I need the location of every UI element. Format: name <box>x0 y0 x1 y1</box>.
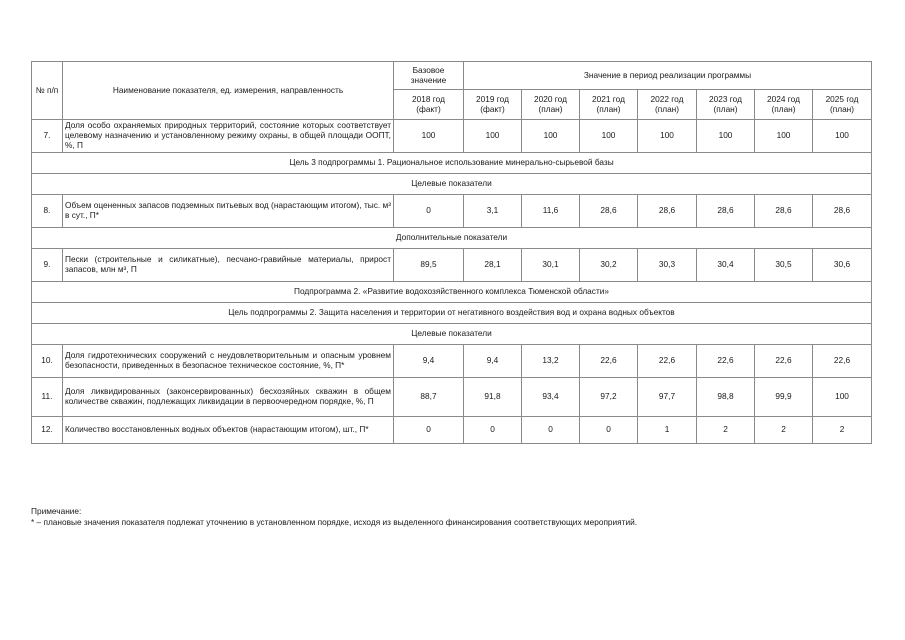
row-value: 93,4 <box>522 378 580 417</box>
row-value: 88,7 <box>394 378 464 417</box>
header-year-label: 2024 год <box>767 93 800 104</box>
row-num: 11. <box>32 378 63 417</box>
row-value: 2 <box>697 417 755 444</box>
row-value: 30,4 <box>697 249 755 282</box>
table-row <box>32 249 872 282</box>
row-value: 30,1 <box>522 249 580 282</box>
row-value: 22,6 <box>580 345 638 378</box>
header-year-label: 2022 год <box>650 93 684 104</box>
header-year-type: (план) <box>771 103 796 114</box>
table-row <box>32 378 872 417</box>
header-year-label: 2018 год <box>412 93 445 104</box>
table-row <box>32 417 872 444</box>
row-value: 100 <box>522 120 580 153</box>
subsection-title: Целевые показатели <box>32 324 872 345</box>
header-year <box>697 90 755 120</box>
row-value: 100 <box>638 120 697 153</box>
table-row <box>32 120 872 153</box>
row-num: 12. <box>32 417 63 444</box>
header-base-value: Базовое значение <box>394 62 464 90</box>
row-value: 22,6 <box>813 345 872 378</box>
header-year-type: (план) <box>654 103 680 114</box>
section-row <box>32 303 872 324</box>
header-year-label: 2020 год <box>534 93 567 104</box>
subsection-row <box>32 324 872 345</box>
row-value: 28,6 <box>755 195 813 228</box>
footnote-text: * – плановые значения показателя подлежат уточнению в установленном порядке, исходя из выделенного финансирования соответствующих мероприятий. <box>31 516 638 527</box>
header-year-type: (факт) <box>480 103 505 114</box>
header-year-type: (факт) <box>416 103 441 114</box>
row-value: 0 <box>464 417 522 444</box>
table-row <box>32 195 872 228</box>
row-value: 28,6 <box>697 195 755 228</box>
header-year-type: (план) <box>829 103 855 114</box>
header-year <box>580 90 638 120</box>
indicators-table <box>31 61 872 444</box>
subsection-row <box>32 228 872 249</box>
header-year <box>813 90 872 120</box>
header-year <box>394 90 464 120</box>
row-value: 100 <box>464 120 522 153</box>
row-value: 1 <box>638 417 697 444</box>
row-value: 100 <box>394 120 464 153</box>
row-value: 30,2 <box>580 249 638 282</box>
row-value: 99,9 <box>755 378 813 417</box>
row-value: 100 <box>813 378 872 417</box>
row-value: 3,1 <box>464 195 522 228</box>
header-year-label: 2021 год <box>592 93 625 104</box>
table-row <box>32 345 872 378</box>
header-year <box>464 90 522 120</box>
row-value: 0 <box>394 195 464 228</box>
row-indicator-name: Доля особо охраняемых природных территорий, состояние которых соответствует целевому назначению и установленному режиму охраны, в общей площади ООПТ, %, П <box>63 120 394 153</box>
row-indicator-name: Пески (строительные и силикатные), песчано-гравийные материалы, прирост запасов, млн м³, П <box>63 249 394 282</box>
row-value: 9,4 <box>464 345 522 378</box>
row-value: 28,6 <box>638 195 697 228</box>
header-year-label: 2019 год <box>476 93 509 104</box>
row-indicator-name: Количество восстановленных водных объектов (нарастающим итогом), шт., П* <box>63 417 394 444</box>
section-row <box>32 282 872 303</box>
row-indicator-name: Объем оцененных запасов подземных питьевых вод (нарастающим итогом), тыс. м³ в сут., П* <box>63 195 394 228</box>
header-name: Наименование показателя, ед. измерения, направленность <box>63 62 394 120</box>
header-year <box>638 90 697 120</box>
section-title: Подпрограмма 2. «Развитие водохозяйственного комплекса Тюменской области» <box>32 282 872 303</box>
table-body <box>32 120 872 444</box>
row-value: 13,2 <box>522 345 580 378</box>
row-value: 100 <box>813 120 872 153</box>
row-value: 97,7 <box>638 378 697 417</box>
row-value: 2 <box>813 417 872 444</box>
header-year-type: (план) <box>596 103 621 114</box>
row-value: 28,6 <box>580 195 638 228</box>
header-year-type: (план) <box>538 103 563 114</box>
row-indicator-name: Доля гидротехнических сооружений с неудовлетворительным и опасным уровнем безопасности, приведенных в безопасное техническое состояние, %, П* <box>63 345 394 378</box>
row-value: 28,6 <box>813 195 872 228</box>
section-title: Цель 3 подпрограммы 1. Рациональное использование минерально-сырьевой базы <box>32 153 872 174</box>
row-value: 91,8 <box>464 378 522 417</box>
row-value: 98,8 <box>697 378 755 417</box>
row-value: 97,2 <box>580 378 638 417</box>
row-value: 22,6 <box>755 345 813 378</box>
header-year-type: (план) <box>713 103 738 114</box>
row-num: 8. <box>32 195 63 228</box>
header-year-label: 2025 год <box>825 93 859 104</box>
section-row <box>32 153 872 174</box>
header-year <box>755 90 813 120</box>
section-title: Цель подпрограммы 2. Защита населения и территории от негативного воздействия вод и охрана водных объектов <box>32 303 872 324</box>
row-indicator-name: Доля ликвидированных (законсервированных) бесхозяйных скважин в общем количестве скважин, подлежащих ликвидации в первоочередном порядке, %, П <box>63 378 394 417</box>
row-num: 9. <box>32 249 63 282</box>
row-value: 2 <box>755 417 813 444</box>
footnote <box>31 506 871 528</box>
row-value: 9,4 <box>394 345 464 378</box>
row-num: 10. <box>32 345 63 378</box>
row-value: 30,5 <box>755 249 813 282</box>
row-value: 0 <box>580 417 638 444</box>
row-value: 100 <box>755 120 813 153</box>
row-value: 30,6 <box>813 249 872 282</box>
footnote-title: Примечание: <box>31 506 82 516</box>
header-num: № п/п <box>32 62 63 120</box>
row-value: 28,1 <box>464 249 522 282</box>
subsection-title: Целевые показатели <box>32 174 872 195</box>
subsection-title: Дополнительные показатели <box>32 228 872 249</box>
row-value: 0 <box>522 417 580 444</box>
row-value: 100 <box>580 120 638 153</box>
row-value: 30,3 <box>638 249 697 282</box>
row-num: 7. <box>32 120 63 153</box>
subsection-row <box>32 174 872 195</box>
row-value: 22,6 <box>697 345 755 378</box>
header-period: Значение в период реализации программы <box>464 62 872 90</box>
row-value: 100 <box>697 120 755 153</box>
row-value: 22,6 <box>638 345 697 378</box>
row-value: 0 <box>394 417 464 444</box>
header-year <box>522 90 580 120</box>
row-value: 11,6 <box>522 195 580 228</box>
header-year-label: 2023 год <box>709 93 742 104</box>
row-value: 89,5 <box>394 249 464 282</box>
